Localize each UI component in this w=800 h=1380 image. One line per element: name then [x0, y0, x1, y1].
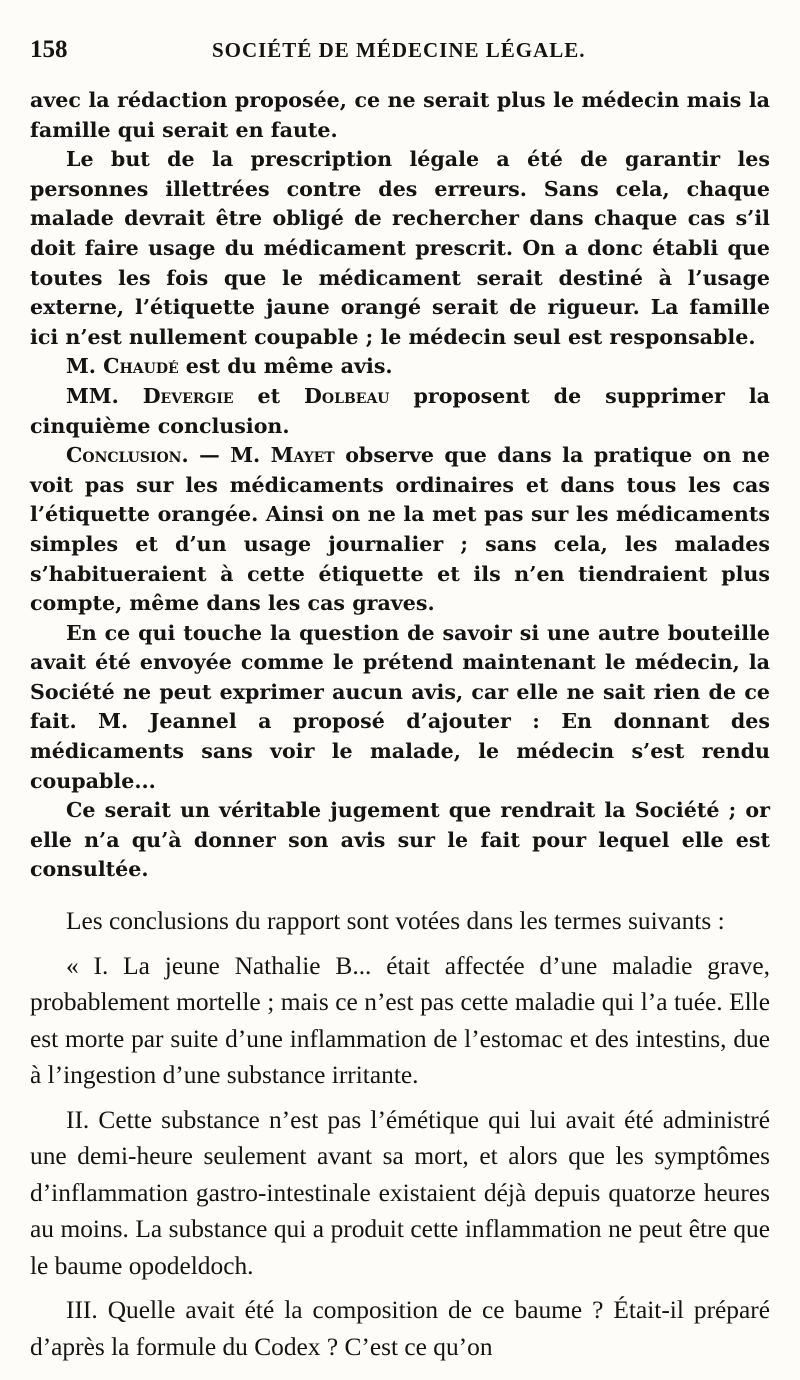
speaker-name: M. Chaudé [66, 354, 179, 379]
running-head [30, 36, 770, 80]
paragraph: II. Cette substance n’est pas l’émétique qui lui avait été administré une demi-heure seulement avant sa mort, et alors que les symptômes d’inflammation gastro-intestinale existaient déjà depuis quatorze heures au moins. La substance qui a produit cette inflammation ne peut être que le baume opodeldoch. [30, 1105, 770, 1280]
paragraph-text: proposent de supprimer la cinquième conclusion. [30, 383, 770, 438]
paragraph-text: MM. [66, 383, 143, 408]
speaker-name: Mayet [270, 443, 335, 468]
paragraph-text: — M. [188, 443, 271, 468]
journal-title: SOCIÉTÉ DE MÉDECINE LÉGALE. [211, 38, 586, 62]
paragraph: III. Quelle avait été la composition de ce baume ? Était-il préparé d’après la formule du Codex ? C’est ce qu’on [30, 1296, 770, 1361]
paragraph-text: observe que dans la pratique on ne voit pas sur les médicaments ordinaires et dans tous les cas l’étiquette orangée. Ainsi on ne la met pas sur les médicaments simples et d’un usage journalier ; sans cela, les malades s’habitueraient à cette étiquette et ils n’en tiendraient plus compte, même dans les cas graves. [30, 443, 770, 616]
paragraph: Le but de la prescription légale a été de garantir les personnes illettrées contre des erreurs. Sans cela, chaque malade devrait être obligé de rechercher dans chaque cas s’il doit faire usage du médicament prescrit. On a donc établi que toutes les fois que le médicament serait destiné à l’usage externe, l’étiquette jaune orangé serait de rigueur. La famille ici n’est nullement coupable ; le médecin seul est responsable. [30, 147, 770, 349]
section-label: Conclusion. [66, 443, 189, 468]
paragraph-text: est du même avis. [178, 354, 393, 379]
paragraph [30, 352, 770, 382]
paragraph [30, 382, 770, 441]
paragraph: « I. La jeune Nathalie B... était affectée d’une maladie grave, probablement mortelle ; mais ce n’est pas cette maladie qui l’a tuée. Elle est morte par suite d’une inflammation de l’estomac et des intestins, due à l’ingestion d’une substance irritante. [30, 951, 770, 1090]
paragraph: Ce serait un véritable jugement que rendrait la Société ; or elle n’a qu’à donner son avis sur le fait pour lequel elle est consultée. [30, 798, 770, 882]
paragraph: En ce qui touche la question de savoir si une autre bouteille avait été envoyée comme le prétend maintenant le médecin, la Société ne peut exprimer aucun avis, car elle ne sait rien de ce fait. M. Jeannel a proposé d’ajouter : En donnant des médicaments sans voir le malade, le médecin s’est rendu coupable... [30, 620, 770, 793]
speaker-name: Devergie [142, 383, 234, 408]
paragraph-text: et [233, 383, 305, 408]
speaker-name: Dolbeau [304, 383, 390, 408]
paragraph: Les conclusions du rapport sont votées dans les termes suivants : [66, 907, 725, 936]
conclusions-text [30, 903, 770, 1365]
paragraph: avec la rédaction proposée, ce ne serait plus le médecin mais la famille qui serait en faute. [30, 88, 770, 142]
paragraph [30, 441, 770, 619]
page-number: 158 [30, 36, 68, 63]
discussion-text [30, 86, 770, 885]
